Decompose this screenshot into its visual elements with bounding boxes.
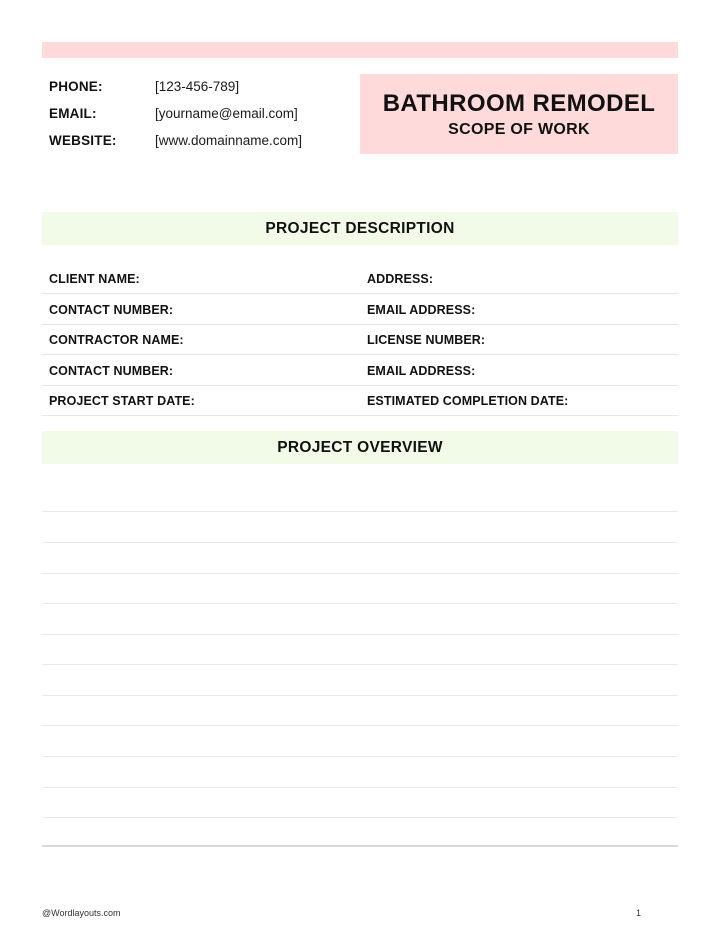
email-value[interactable]: [yourname@email.com]	[155, 106, 298, 121]
document-title: BATHROOM REMODEL	[382, 90, 656, 117]
field-row[interactable]	[42, 263, 678, 294]
page-number: 1	[636, 908, 642, 918]
contact-email-row	[49, 106, 349, 126]
top-accent-bar	[42, 42, 678, 58]
contractor-contact-number-label: CONTACT NUMBER:	[49, 364, 174, 378]
website-value[interactable]: [www.domainname.com]	[155, 133, 303, 148]
field-row[interactable]	[42, 294, 678, 325]
license-number-label: LICENSE NUMBER:	[367, 333, 486, 347]
writing-line[interactable]	[42, 787, 678, 788]
writing-line[interactable]	[42, 542, 678, 543]
project-description-heading: PROJECT DESCRIPTION	[42, 212, 678, 245]
writing-line[interactable]	[42, 817, 678, 818]
writing-line[interactable]	[42, 664, 678, 665]
writing-line[interactable]	[42, 634, 678, 635]
writing-line[interactable]	[42, 511, 678, 512]
document-title-box	[360, 74, 678, 154]
document-subtitle: SCOPE OF WORK	[448, 121, 590, 138]
project-start-date-label: PROJECT START DATE:	[49, 394, 195, 408]
estimated-completion-date-label: ESTIMATED COMPLETION DATE:	[367, 394, 569, 408]
contact-phone-row	[49, 79, 349, 99]
field-row[interactable]	[42, 324, 678, 355]
footer-credit: @Wordlayouts.com	[42, 908, 121, 918]
client-name-label: CLIENT NAME:	[49, 272, 140, 286]
address-label: ADDRESS:	[367, 272, 434, 286]
writing-line[interactable]	[42, 756, 678, 757]
contact-website-row	[49, 133, 349, 153]
contractor-email-address-label: EMAIL ADDRESS:	[367, 364, 476, 378]
phone-value[interactable]: [123-456-789]	[155, 79, 240, 94]
project-overview-heading: PROJECT OVERVIEW	[42, 431, 678, 464]
contractor-name-label: CONTRACTOR NAME:	[49, 333, 184, 347]
writing-line[interactable]	[42, 725, 678, 726]
writing-line[interactable]	[42, 695, 678, 696]
phone-label: PHONE:	[49, 79, 103, 94]
writing-line[interactable]	[42, 573, 678, 574]
client-email-address-label: EMAIL ADDRESS:	[367, 303, 476, 317]
field-row[interactable]	[42, 385, 678, 416]
email-label: EMAIL:	[49, 106, 97, 121]
client-contact-number-label: CONTACT NUMBER:	[49, 303, 174, 317]
field-row[interactable]	[42, 355, 678, 386]
writing-line-final[interactable]	[42, 845, 678, 847]
writing-line[interactable]	[42, 603, 678, 604]
website-label: WEBSITE:	[49, 133, 117, 148]
